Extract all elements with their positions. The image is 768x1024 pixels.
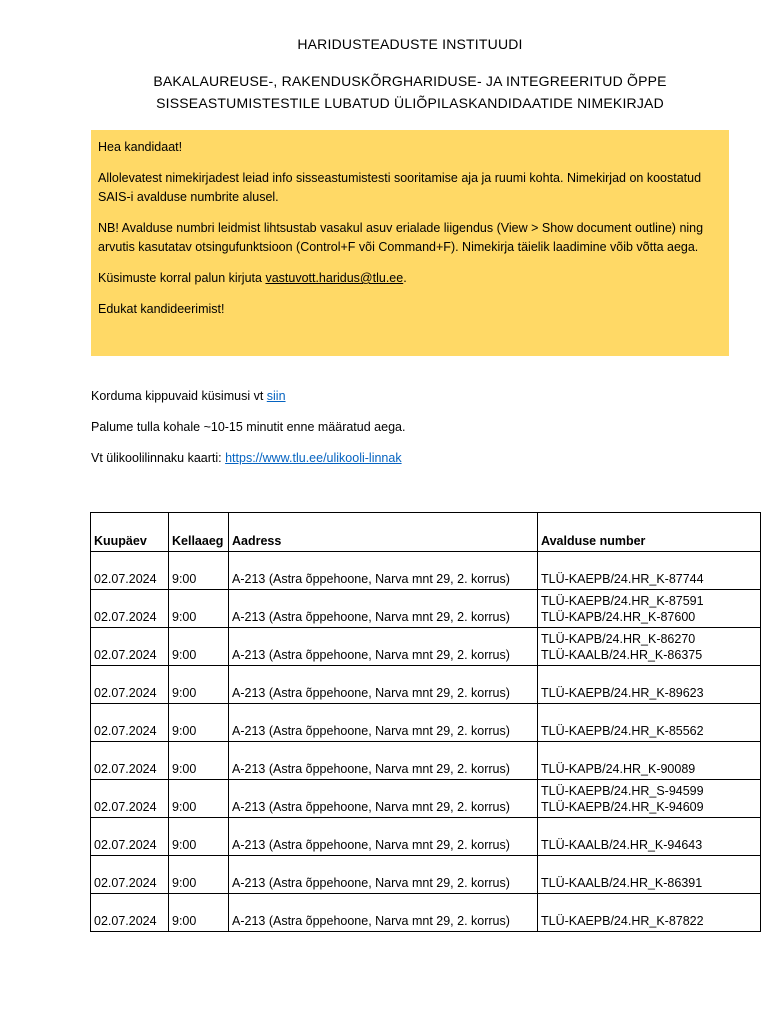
date-cell: 02.07.2024 <box>91 856 169 894</box>
time-cell: 9:00 <box>169 742 229 780</box>
table-row <box>91 666 761 704</box>
application-number: TLÜ-KAEPB/24.HR_S-94599 <box>541 784 704 798</box>
application-number-cell <box>538 552 761 590</box>
time-cell: 9:00 <box>169 666 229 704</box>
application-number: TLÜ-KAALB/24.HR_K-86375 <box>541 648 703 662</box>
notice-closing: Edukat kandideerimist! <box>98 302 225 316</box>
page-title <box>0 70 768 114</box>
application-number-cell <box>538 894 761 932</box>
application-number: TLÜ-KAEPB/24.HR_K-89623 <box>541 686 704 700</box>
application-number: TLÜ-KAEPB/24.HR_K-87822 <box>541 914 704 928</box>
time-cell: 9:00 <box>169 552 229 590</box>
arrival-note: Palume tulla kohale ~10-15 minutit enne määratud aega. <box>91 420 406 434</box>
date-cell: 02.07.2024 <box>91 552 169 590</box>
notice-contact-end: . <box>403 271 407 285</box>
address-cell: A-213 (Astra õppehoone, Narva mnt 29, 2. korrus) <box>229 628 538 666</box>
time-cell: 9:00 <box>169 818 229 856</box>
address-cell: A-213 (Astra õppehoone, Narva mnt 29, 2. korrus) <box>229 780 538 818</box>
notice-paragraph-2: NB! Avalduse numbri leidmist lihtsustab vasakul asuv erialade liigendus (View > Show document outline) ning arvutis kasutatav otsingufunktsioon (Control+F või Command+F). Nimekirja täielik laadimine võib võtta aega. <box>98 221 704 254</box>
date-cell: 02.07.2024 <box>91 590 169 628</box>
column-header-date: Kuupäev <box>91 513 169 552</box>
page-title-line-2: SISSEASTUMISTESTILE LUBATUD ÜLIÕPILASKANDIDAATIDE NIMEKIRJAD <box>156 95 664 111</box>
table-row <box>91 742 761 780</box>
column-header-address: Aadress <box>229 513 538 552</box>
time-cell: 9:00 <box>169 590 229 628</box>
application-number: TLÜ-KAEPB/24.HR_K-85562 <box>541 724 704 738</box>
application-number: TLÜ-KAEPB/24.HR_K-87744 <box>541 572 704 586</box>
date-cell: 02.07.2024 <box>91 780 169 818</box>
application-number-cell <box>538 628 761 666</box>
application-number-cell <box>538 742 761 780</box>
notice-contact <box>98 269 721 288</box>
table-row <box>91 628 761 666</box>
application-number: TLÜ-KAALB/24.HR_K-94643 <box>541 838 703 852</box>
address-cell: A-213 (Astra õppehoone, Narva mnt 29, 2. korrus) <box>229 552 538 590</box>
application-number-cell <box>538 590 761 628</box>
address-cell: A-213 (Astra õppehoone, Narva mnt 29, 2. korrus) <box>229 856 538 894</box>
date-cell: 02.07.2024 <box>91 818 169 856</box>
address-cell: A-213 (Astra õppehoone, Narva mnt 29, 2. korrus) <box>229 742 538 780</box>
application-number: TLÜ-KAEPB/24.HR_K-94609 <box>541 800 704 814</box>
address-cell: A-213 (Astra õppehoone, Narva mnt 29, 2. korrus) <box>229 894 538 932</box>
column-header-application-number: Avalduse number <box>538 513 761 552</box>
time-cell: 9:00 <box>169 780 229 818</box>
table-row <box>91 552 761 590</box>
time-cell: 9:00 <box>169 894 229 932</box>
table-row <box>91 894 761 932</box>
address-cell: A-213 (Astra õppehoone, Narva mnt 29, 2. korrus) <box>229 704 538 742</box>
date-cell: 02.07.2024 <box>91 704 169 742</box>
application-number: TLÜ-KAPB/24.HR_K-87600 <box>541 610 696 624</box>
address-cell: A-213 (Astra õppehoone, Narva mnt 29, 2. korrus) <box>229 590 538 628</box>
table-row <box>91 856 761 894</box>
table-body <box>91 552 761 932</box>
application-number-cell <box>538 818 761 856</box>
time-cell: 9:00 <box>169 628 229 666</box>
page-title-line-1: BAKALAUREUSE-, RAKENDUSKÕRGHARIDUSE- JA INTEGREERITUD ÕPPE <box>153 73 667 89</box>
time-cell: 9:00 <box>169 856 229 894</box>
email-link[interactable]: vastuvott.haridus@tlu.ee <box>265 271 404 285</box>
application-number-cell <box>538 704 761 742</box>
application-number-cell <box>538 780 761 818</box>
address-cell: A-213 (Astra õppehoone, Narva mnt 29, 2. korrus) <box>229 818 538 856</box>
application-number: TLÜ-KAALB/24.HR_K-86391 <box>541 876 703 890</box>
notice-box <box>91 130 729 356</box>
institute-title: HARIDUSTEADUSTE INSTITUUDI <box>297 36 523 52</box>
faq-link[interactable]: siin <box>266 389 286 403</box>
application-number-cell <box>538 856 761 894</box>
faq-text: Korduma kippuvaid küsimusi vt <box>91 389 267 403</box>
application-number: TLÜ-KAPB/24.HR_K-90089 <box>541 762 696 776</box>
table-row <box>91 780 761 818</box>
table-row <box>91 818 761 856</box>
application-number-cell <box>538 666 761 704</box>
notice-contact-text: Küsimuste korral palun kirjuta <box>98 271 266 285</box>
notice-greeting: Hea kandidaat! <box>98 140 183 154</box>
date-cell: 02.07.2024 <box>91 628 169 666</box>
date-cell: 02.07.2024 <box>91 666 169 704</box>
date-cell: 02.07.2024 <box>91 742 169 780</box>
table-row <box>91 704 761 742</box>
campus-map-link[interactable]: https://www.tlu.ee/ulikooli-linnak <box>225 451 402 465</box>
table-row <box>91 590 761 628</box>
address-cell: A-213 (Astra õppehoone, Narva mnt 29, 2. korrus) <box>229 666 538 704</box>
date-cell: 02.07.2024 <box>91 894 169 932</box>
time-cell: 9:00 <box>169 704 229 742</box>
application-number: TLÜ-KAPB/24.HR_K-86270 <box>541 632 696 646</box>
table-header-row <box>91 513 761 552</box>
map-line <box>91 451 402 465</box>
schedule-table <box>90 512 761 932</box>
faq-line <box>91 389 286 403</box>
map-text: Vt ülikoolilinnaku kaarti: <box>91 451 226 465</box>
application-number: TLÜ-KAEPB/24.HR_K-87591 <box>541 594 704 608</box>
notice-paragraph-1: Allolevatest nimekirjadest leiad info sisseastumistesti sooritamise aja ja ruumi kohta. Nimekirjad on koostatud SAIS-i avalduse numbrite alusel. <box>98 171 702 204</box>
column-header-time: Kellaaeg <box>169 513 229 552</box>
